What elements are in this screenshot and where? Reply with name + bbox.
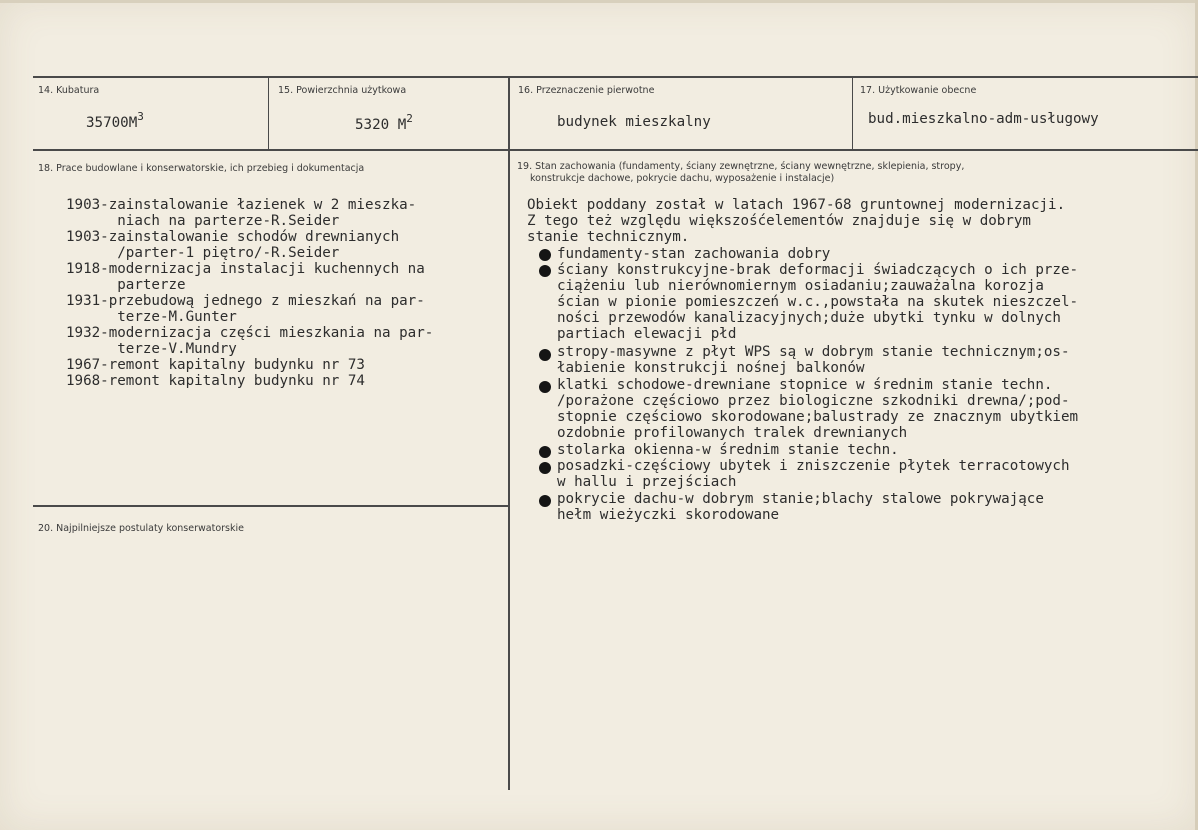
works-line: 1968-remont kapitalny budynku nr 74	[66, 373, 365, 389]
works-history-list	[66, 197, 433, 389]
divider-mid	[33, 149, 1198, 151]
intro-line: stanie technicznym.	[527, 229, 690, 245]
divider-v1	[268, 77, 269, 150]
condition-item-windows	[557, 442, 899, 458]
bullet-icon	[539, 249, 551, 261]
bullet-icon	[539, 446, 551, 458]
works-line: terze-M.Gunter	[66, 309, 237, 325]
intro-line: Obiekt poddany został w latach 1967-68 gruntownej modernizacji.	[527, 197, 1066, 213]
condition-item-walls	[557, 262, 1078, 342]
works-line: 1903-zainstalowanie łazienek w 2 mieszka-	[66, 197, 417, 213]
works-line: 1918-modernizacja instalacji kuchennych na	[66, 261, 425, 277]
field-17-label: 17. Użytkowanie obecne	[860, 85, 977, 96]
field-14-value	[86, 110, 144, 132]
divider-v3	[852, 77, 853, 150]
item-line: w hallu i przejściach	[557, 474, 737, 490]
field-16-label: 16. Przeznaczenie pierwotne	[518, 85, 655, 96]
item-line: hełm wieżyczki skorodowane	[557, 507, 780, 523]
kubatura-value: 35700M	[86, 115, 138, 131]
works-line: 1967-remont kapitalny budynku nr 73	[66, 357, 365, 373]
area-value: 5320 M	[355, 117, 407, 133]
works-line: 1932-modernizacja części mieszkania na par-	[66, 325, 434, 341]
condition-item-foundations	[557, 246, 830, 262]
works-line: 1903-zainstalowanie schodów drewnianych	[66, 229, 400, 245]
field-19-label-line1: 19. Stan zachowania (fundamenty, ściany zewnętrzne, ściany wewnętrzne, sklepienia, stropy,	[517, 161, 965, 172]
item-line: ności przewodów kanalizacyjnych;duże ubytki tynku w dolnych	[557, 310, 1061, 326]
works-line: terze-V.Mundry	[66, 341, 237, 357]
divider-v2	[508, 77, 510, 790]
divider-top	[33, 76, 1198, 78]
item-line: fundamenty-stan zachowania dobry	[557, 246, 831, 262]
works-line: /parter-1 piętro/-R.Seider	[66, 245, 340, 261]
card-edge-top	[0, 0, 1198, 3]
divider-f18-f20	[33, 505, 508, 507]
works-line: parterze	[66, 277, 186, 293]
condition-intro	[527, 197, 1065, 245]
condition-item-ceilings	[557, 344, 1070, 376]
field-15-label: 15. Powierzchnia użytkowa	[278, 85, 407, 96]
item-line: ścian w pionie pomieszczeń w.c.,powstała na skutek nieszczel-	[557, 294, 1079, 310]
item-line: ozdobnie profilowanych tralek drewnianych	[557, 425, 908, 441]
bullet-icon	[539, 381, 551, 393]
original-purpose-value: budynek mieszkalny	[557, 114, 711, 130]
item-line: /porażone częściowo przez biologiczne szkodniki drewna/;pod-	[557, 393, 1070, 409]
intro-line: Z tego też względu większośćelementów znajduje się w dobrym	[527, 213, 1031, 229]
works-line: niach na parterze-R.Seider	[66, 213, 340, 229]
field-18-label: 18. Prace budowlane i konserwatorskie, ich przebieg i dokumentacja	[38, 163, 365, 174]
item-line: partiach elewacji płd	[557, 326, 737, 342]
bullet-icon	[539, 495, 551, 507]
bullet-icon	[539, 462, 551, 474]
condition-item-floors	[557, 458, 1070, 490]
item-line: klatki schodowe-drewniane stopnice w średnim stanie techn.	[557, 377, 1053, 393]
kubatura-unit-exponent: 3	[137, 110, 144, 123]
field-14-label: 14. Kubatura	[38, 85, 100, 96]
item-line: posadzki-częściowy ubytek i zniszczenie płytek terracotowych	[557, 458, 1070, 474]
item-line: ciążeniu lub nierównomiernym osiadaniu;zauważalna korozja	[557, 278, 1044, 294]
item-line: stopnie częściowo skorodowane;balustrady ze znacznym ubytkiem	[557, 409, 1079, 425]
field-20-label: 20. Najpilniejsze postulaty konserwatorskie	[38, 523, 244, 534]
works-line: 1931-przebudową jednego z mieszkań na par-	[66, 293, 425, 309]
item-line: łabienie konstrukcji nośnej balkonów	[557, 360, 865, 376]
field-19-label-line2: konstrukcje dachowe, pokrycie dachu, wyposażenie i instalacje)	[530, 173, 835, 184]
field-15-value	[355, 112, 413, 134]
bullet-icon	[539, 349, 551, 361]
condition-item-stairs	[557, 377, 1078, 441]
item-line: stolarka okienna-w średnim stanie techn.	[557, 442, 899, 458]
item-line: pokrycie dachu-w dobrym stanie;blachy stalowe pokrywające	[557, 491, 1044, 507]
current-use-value: bud.mieszkalno-adm-usługowy	[868, 111, 1099, 127]
condition-item-roof	[557, 491, 1044, 523]
bullet-icon	[539, 265, 551, 277]
item-line: stropy-masywne z płyt WPS są w dobrym stanie technicznym;os-	[557, 344, 1070, 360]
item-line: ściany konstrukcyjne-brak deformacji świadczących o ich prze-	[557, 262, 1079, 278]
area-unit-exponent: 2	[406, 112, 413, 125]
